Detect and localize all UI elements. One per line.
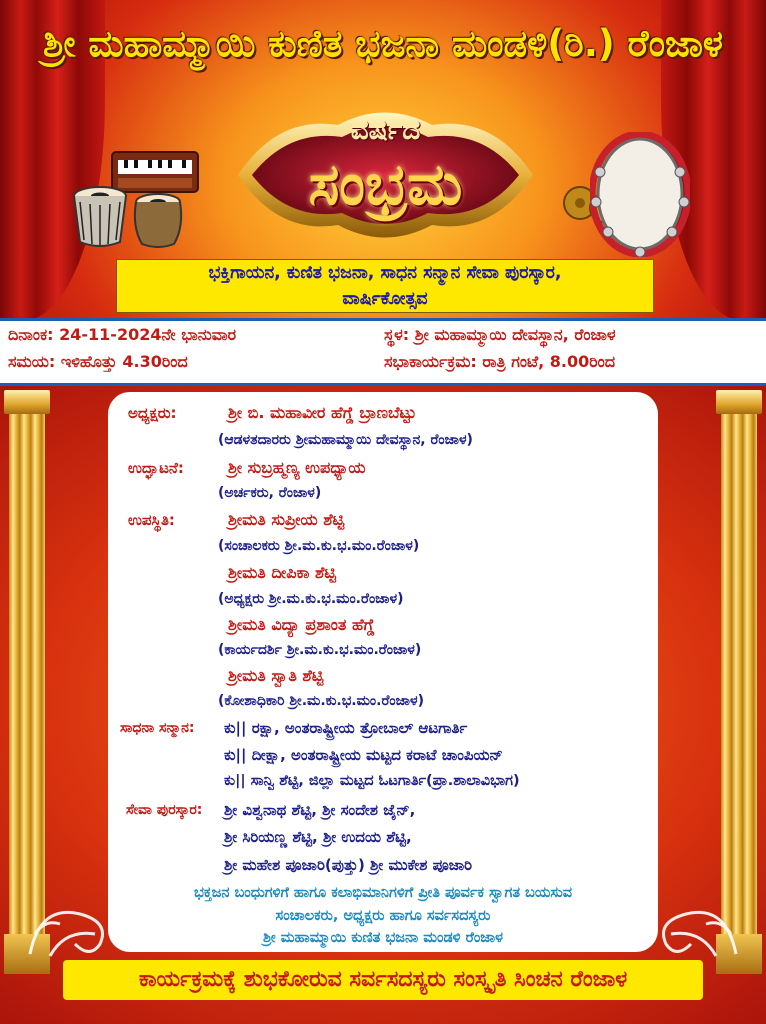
guest-role: (ಕಾರ್ಯದರ್ಶಿ ಶ್ರೀ.ಮ.ಕು.ಭ.ಮಂ.ರೆಂಜಾಳ) [218, 642, 422, 658]
guest-name: ಶ್ರೀಮತಿ ಸ್ವಾತಿ ಶೆಟ್ಟಿ [228, 666, 324, 685]
tambourine-icon [590, 132, 690, 257]
footer-banner [63, 960, 703, 1000]
inauguration-label: ಉದ್ಘಾಟನೆ: [128, 459, 184, 477]
varshada-sambhrama-logo [218, 95, 553, 255]
event-time: ಸಮಯ: ಇಳಿಹೊತ್ತು 4.30ರಿಂದ [8, 352, 188, 371]
subtitle-line2: ವಾರ್ಷಿಕೋತ್ಸವ [342, 289, 428, 309]
event-venue: ಸ್ಥಳ: ಶ್ರೀ ಮಹಾಮ್ಮಾಯಿ ದೇವಸ್ಥಾನ, ರೆಂಜಾಳ [384, 325, 616, 344]
logo-main-text: ಸಂಭ್ರಮ [308, 150, 463, 218]
sadhana-award-item: ಕು|| ಸಾನ್ವಿ ಶೆಟ್ಟಿ, ಜಿಲ್ಲಾ ಮಟ್ಟದ ಓಟಗಾರ್ತಿ(ಪ್ರಾ.ಶಾಲಾವಿಭಾಗ) [224, 773, 520, 789]
inauguration-role: (ಅರ್ಚಕರು, ರೆಂಜಾಳ) [218, 485, 322, 501]
guest-name: ಶ್ರೀಮತಿ ವಿದ್ಯಾ ಪ್ರಶಾಂತ ಹೆಗ್ಡೆ [228, 615, 375, 634]
sabha-time: ಸಭಾಕಾರ್ಯಕ್ರಮ: ರಾತ್ರಿ ಗಂಟೆ, 8.00ರಿಂದ [384, 352, 616, 371]
sadhana-award-item: ಕು|| ರಕ್ಷಾ, ಅಂತರಾಷ್ಟ್ರೀಯ ತ್ರೋಬಾಲ್ ಆಟಗಾರ್ತಿ [224, 719, 468, 737]
welcome-line3: ಶ್ರೀ ಮಹಾಮ್ಮಾಯಿ ಕುಣಿತ ಭಜನಾ ಮಂಡಳಿ ರೆಂಜಾಳ [262, 930, 504, 946]
seva-puraskara-label: ಸೇವಾ ಪುರಸ್ಕಾರ: [126, 802, 203, 818]
tabla-icon [70, 182, 190, 252]
sadhana-sanmana-label: ಸಾಧನಾ ಸನ್ಮಾನ: [120, 720, 195, 736]
seva-award-item: ಶ್ರೀ ವಿಶ್ವನಾಥ ಶೆಟ್ಟಿ, ಶ್ರೀ ಸಂದೇಶ ಜೈನ್, [224, 801, 416, 819]
president-role: (ಆಡಳತದಾರರು ಶ್ರೀಮಹಾಮ್ಮಾಯಿ ದೇವಸ್ಥಾನ, ರೆಂಜಾಳ) [218, 432, 473, 448]
seva-award-item: ಶ್ರೀ ಮಹೇಶ ಪೂಜಾರಿ(ಪುತ್ತು) ಶ್ರೀ ಮುಕೇಶ ಪೂಜಾರಿ [224, 856, 473, 874]
guests-label: ಉಪಸ್ಥಿತಿ: [128, 511, 175, 529]
organization-title: ಶ್ರೀ ಮಹಾಮ್ಮಾಯಿ ಕುಣಿತ ಭಜನಾ ಮಂಡಳಿ(ರಿ.) ರೆಂಜಾಳ [42, 22, 724, 65]
event-date: ದಿನಾಂಕ: 24-11-2024ನೇ ಭಾನುವಾರ [8, 325, 237, 344]
guest-name: ಶ್ರೀಮತಿ ಸುಪ್ರೀಯ ಶೆಟ್ಟಿ [228, 510, 345, 529]
guest-name: ಶ್ರೀಮತಿ ದೀಪಿಕಾ ಶೆಟ್ಟಿ [228, 563, 336, 582]
seva-award-item: ಶ್ರೀ ಸಿರಿಯಣ್ಣ ಶೆಟ್ಟಿ, ಶ್ರೀ ಉದಯ ಶೆಟ್ಟಿ, [224, 828, 412, 846]
guest-role: (ಸಂಚಾಲಕರು ಶ್ರೀ.ಮ.ಕು.ಭ.ಮಂ.ರೆಂಜಾಳ) [218, 538, 420, 554]
inauguration-name: ಶ್ರೀ ಸುಬ್ರಹ್ಮಣ್ಯ ಉಪಧ್ಯಾಯ [228, 458, 366, 477]
sadhana-award-item: ಕು|| ದೀಕ್ಷಾ, ಅಂತರಾಷ್ಟ್ರೀಯ ಮಟ್ಟದ ಕರಾಟೆ ಚಾಂಪಿಯನ್ [224, 746, 503, 764]
event-subtitle-box [116, 259, 654, 313]
event-info-band [0, 318, 766, 386]
guest-role: (ಅಧ್ಯಕ್ಷರು ಶ್ರೀ.ಮ.ಕು.ಭ.ಮಂ.ರೆಂಜಾಳ) [218, 591, 404, 607]
footer-text: ಕಾರ್ಯಕ್ರಮಕ್ಕೆ ಶುಭಕೋರುವ ಸರ್ವಸದಸ್ಯರು ಸಂಸ್ಕೃತಿ ಸಿಂಚನ ರೆಂಜಾಳ [138, 967, 628, 992]
subtitle-line1: ಭಕ್ತಿಗಾಯನ, ಕುಣಿತ ಭಜನಾ, ಸಾಧನ ಸನ್ಮಾನ ಸೇವಾ ಪುರಸ್ಕಾರ, [208, 263, 562, 283]
president-label: ಅಧ್ಯಕ್ಷರು: [128, 404, 177, 422]
president-name: ಶ್ರೀ ಬಿ. ಮಹಾವೀರ ಹೆಗ್ಡೆ ಬ್ರಾಣಬೆಟ್ಟು [228, 403, 417, 422]
welcome-line1: ಭಕ್ತಜನ ಬಂಧುಗಳಿಗೆ ಹಾಗೂ ಕಲಾಭಿಮಾನಿಗಳಿಗೆ ಪ್ರೀತಿ ಪೂರ್ವಕ ಸ್ವಾಗತ ಬಯಸುವ [193, 885, 573, 901]
welcome-line2: ಸಂಚಾಲಕರು, ಅಧ್ಯಕ್ಷರು ಹಾಗೂ ಸರ್ವಸದಸ್ಯರು [275, 908, 491, 924]
guest-role: (ಕೋಶಾಧಿಕಾರಿ ಶ್ರೀ.ಮ.ಕು.ಭ.ಮಂ.ರೆಂಜಾಳ) [218, 693, 424, 709]
logo-top-text: ವರ್ಷದ [350, 113, 421, 146]
